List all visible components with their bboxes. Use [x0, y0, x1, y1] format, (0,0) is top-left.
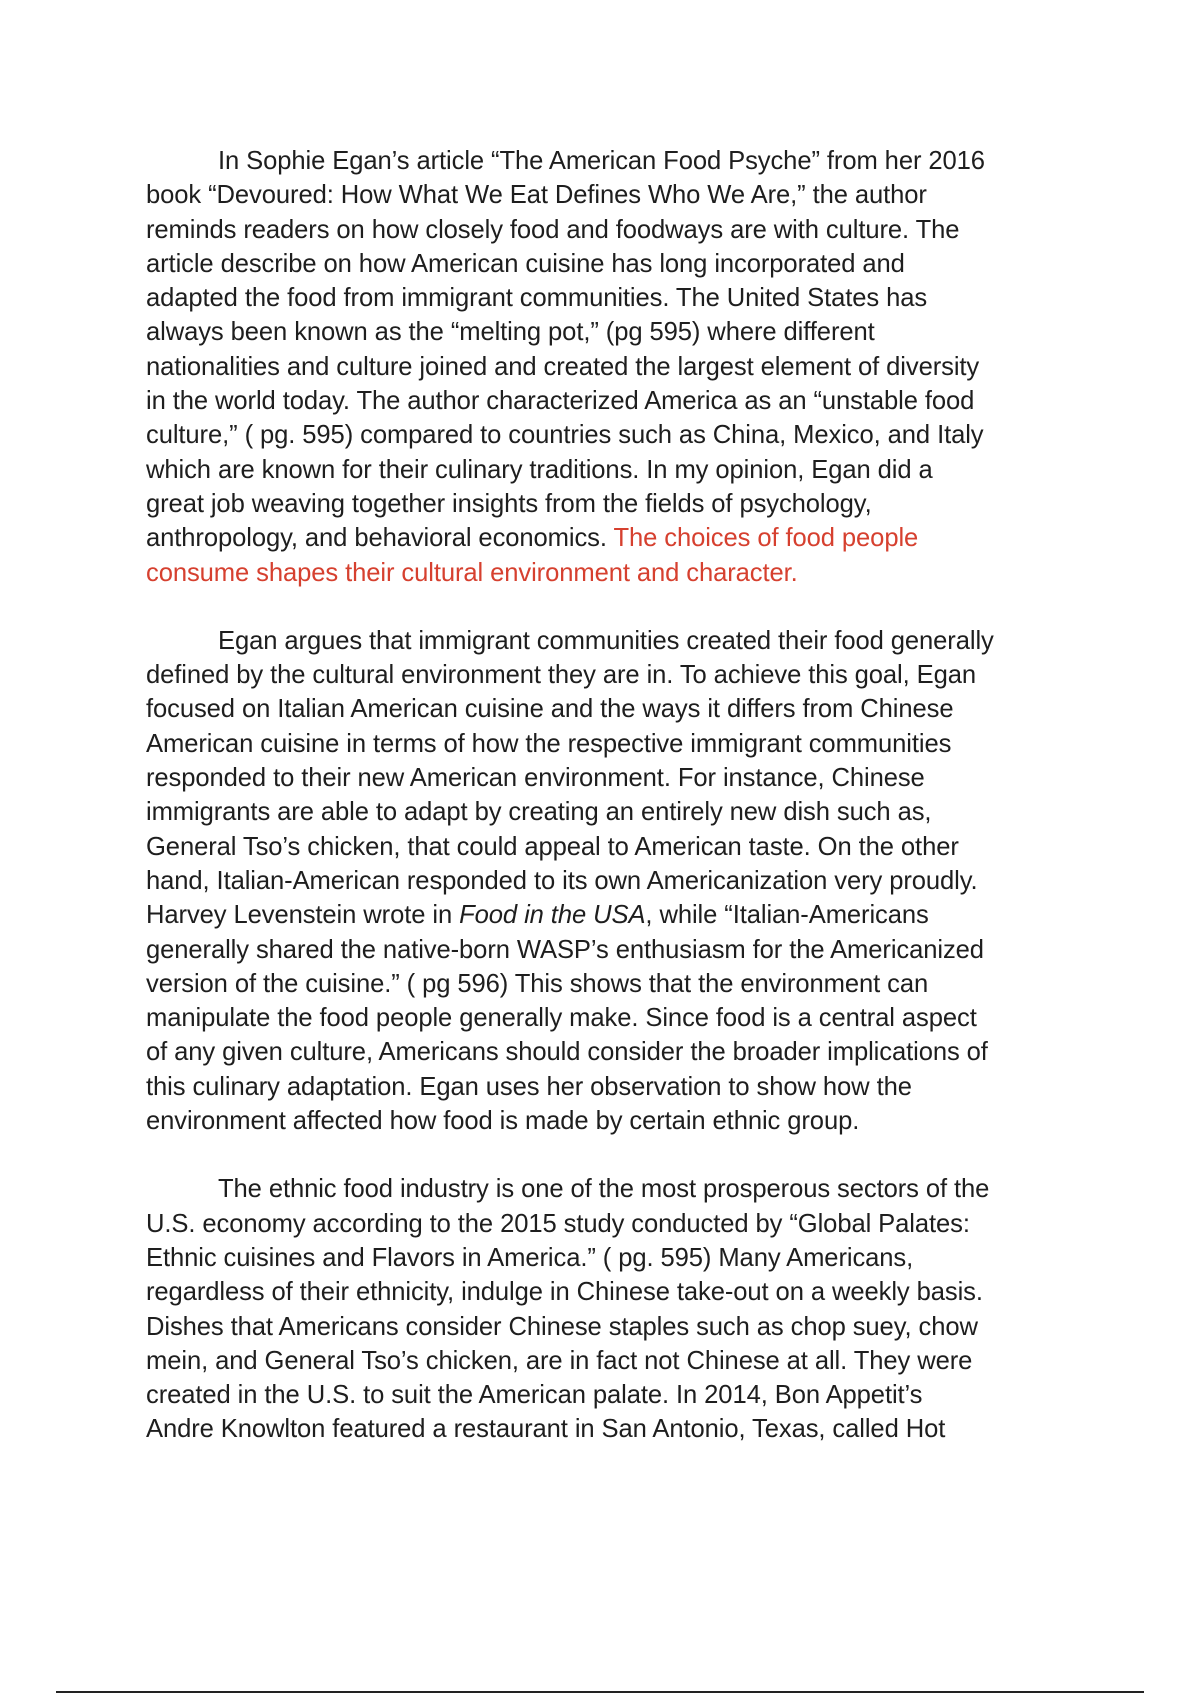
text-run: mein, and General Tso’s chicken, are in fact not Chinese at all. They were — [146, 1346, 973, 1375]
text-run: created in the U.S. to suit the American palate. In 2014, Bon Appetit’s — [146, 1381, 923, 1410]
text-run: Andre Knowlton featured a restaurant in San Antonio, Texas, called Hot — [146, 1415, 946, 1444]
text-line — [146, 178, 1086, 212]
text-line — [146, 1104, 1086, 1138]
text-run: regardless of their ethnicity, indulge in Chinese take-out on a weekly basis. — [146, 1278, 983, 1307]
paragraph-2 — [146, 624, 1086, 1138]
document-page — [146, 144, 1086, 1447]
text-run: U.S. economy according to the 2015 study conducted by “Global Palates: — [146, 1209, 970, 1238]
text-run: Dishes that Americans consider Chinese staples such as chop suey, chow — [146, 1312, 978, 1341]
text-run: The ethnic food industry is one of the most prosperous sectors of the — [218, 1175, 990, 1204]
text-line — [146, 144, 1086, 178]
text-run: focused on Italian American cuisine and the ways it differs from Chinese — [146, 695, 954, 724]
text-line — [146, 384, 1086, 418]
text-run: reminds readers on how closely food and foodways are with culture. The — [146, 215, 960, 244]
text-line — [146, 1172, 1086, 1206]
text-run: Harvey Levenstein wrote in — [146, 901, 460, 930]
text-run: version of the cuisine.” ( pg 596) This shows that the environment can — [146, 969, 929, 998]
text-run: anthropology, and behavioral economics. — [146, 524, 614, 553]
text-run: nationalities and culture joined and created the largest element of diversity — [146, 352, 980, 381]
text-run: hand, Italian-American responded to its own Americanization very proudly. — [146, 866, 978, 895]
text-line — [146, 487, 1086, 521]
text-run: General Tso’s chicken, that could appeal to American taste. On the other — [146, 832, 959, 861]
text-run: Ethnic cuisines and Flavors in America.” ( pg. 595) Many Americans, — [146, 1243, 914, 1272]
text-line — [146, 1275, 1086, 1309]
text-line — [146, 350, 1086, 384]
text-line — [146, 898, 1086, 932]
text-run: this culinary adaptation. Egan uses her observation to show how the — [146, 1072, 912, 1101]
text-line — [146, 830, 1086, 864]
text-line — [146, 1344, 1086, 1378]
text-line — [146, 556, 1086, 590]
text-run: book “Devoured: How What We Eat Defines Who We Are,” the author — [146, 181, 927, 210]
text-run: environment affected how food is made by certain ethnic group. — [146, 1107, 860, 1136]
text-run: responded to their new American environment. For instance, Chinese — [146, 764, 925, 793]
text-line — [146, 418, 1086, 452]
text-line — [146, 727, 1086, 761]
text-run: Egan argues that immigrant communities created their food generally — [218, 626, 994, 655]
text-run: in the world today. The author characterized America as an “unstable food — [146, 387, 975, 416]
text-line — [146, 453, 1086, 487]
text-line — [146, 1070, 1086, 1104]
text-run: , while “Italian-Americans — [645, 901, 929, 930]
text-line — [146, 521, 1086, 555]
text-run: immigrants are able to adapt by creating an entirely new dish such as, — [146, 798, 932, 827]
text-line — [146, 864, 1086, 898]
paragraph-3 — [146, 1172, 1086, 1446]
text-line — [146, 247, 1086, 281]
text-run: generally shared the native-born WASP’s enthusiasm for the Americanized — [146, 935, 984, 964]
text-line — [146, 1241, 1086, 1275]
text-line — [146, 692, 1086, 726]
text-run: defined by the cultural environment they are in. To achieve this goal, Egan — [146, 661, 977, 690]
text-line — [146, 1412, 1086, 1446]
text-line — [146, 761, 1086, 795]
text-run: article describe on how American cuisine has long incorporated and — [146, 249, 905, 278]
highlighted-text: consume shapes their cultural environment and character. — [146, 558, 798, 587]
text-run: culture,” ( pg. 595) compared to countries such as China, Mexico, and Italy — [146, 421, 984, 450]
text-line — [146, 967, 1086, 1001]
text-line — [146, 213, 1086, 247]
text-run: American cuisine in terms of how the respective immigrant communities — [146, 729, 952, 758]
text-line — [146, 624, 1086, 658]
italic-title: Food in the USA — [459, 901, 646, 930]
text-run: which are known for their culinary traditions. In my opinion, Egan did a — [146, 455, 933, 484]
text-line — [146, 281, 1086, 315]
text-line — [146, 1001, 1086, 1035]
text-line — [146, 933, 1086, 967]
text-run: adapted the food from immigrant communities. The United States has — [146, 284, 928, 313]
text-line — [146, 315, 1086, 349]
text-run: In Sophie Egan’s article “The American Food Psyche” from her 2016 — [218, 147, 985, 175]
highlighted-text: The choices of food people — [613, 524, 919, 553]
text-run: great job weaving together insights from the fields of psychology, — [146, 489, 872, 518]
footer-rule — [56, 1691, 1144, 1693]
text-run: manipulate the food people generally make. Since food is a central aspect — [146, 1004, 977, 1033]
text-line — [146, 1378, 1086, 1412]
text-line — [146, 1310, 1086, 1344]
text-run: always been known as the “melting pot,” (pg 595) where different — [146, 318, 875, 347]
text-line — [146, 1207, 1086, 1241]
text-line — [146, 658, 1086, 692]
paragraph-1 — [146, 144, 1086, 590]
text-run: of any given culture, Americans should consider the broader implications of — [146, 1038, 988, 1067]
text-line — [146, 1035, 1086, 1069]
text-line — [146, 795, 1086, 829]
